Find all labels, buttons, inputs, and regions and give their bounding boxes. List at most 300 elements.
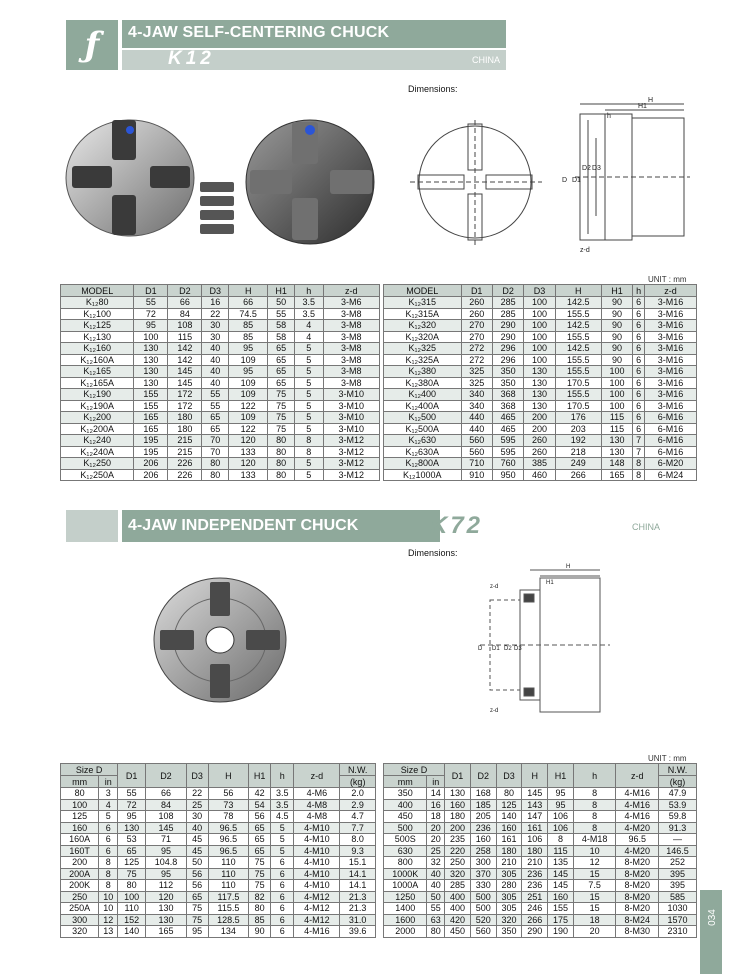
table-row	[61, 331, 380, 343]
table-cell: 25	[427, 845, 445, 857]
table-cell: 4.5	[271, 811, 294, 823]
table-cell: 58	[268, 331, 295, 343]
dimensions-label: Dimensions:	[408, 548, 458, 558]
table-cell: K₁₂320	[384, 320, 462, 332]
table-cell: 155	[134, 389, 168, 401]
table-cell: K₁₂125	[61, 320, 134, 332]
table-cell: 95	[229, 366, 268, 378]
table-cell: K₁₂800A	[384, 458, 462, 470]
table-cell: 7	[633, 435, 645, 447]
table-cell: K₁₂380	[384, 366, 462, 378]
table-cell: 95	[134, 320, 168, 332]
table-cell: 8	[99, 857, 118, 869]
table-cell: 70	[202, 446, 229, 458]
table-cell: 14.1	[340, 868, 376, 880]
table-cell: K₁₂165A	[61, 377, 134, 389]
table-row	[61, 903, 376, 915]
table-row	[61, 788, 376, 800]
table-cell: 368	[492, 389, 523, 401]
table-cell: 65	[202, 423, 229, 435]
table-cell: 40	[202, 377, 229, 389]
table-cell: 25	[186, 799, 208, 811]
table-cell: 3-M8	[323, 343, 379, 355]
table-cell: 130	[524, 377, 555, 389]
table-cell: 168	[470, 788, 496, 800]
table-header-cell: z-d	[616, 764, 659, 788]
drawing-label: D	[478, 646, 483, 652]
table-cell: 31.0	[340, 914, 376, 926]
table-cell: 8-M20	[616, 891, 659, 903]
table-cell: 95	[146, 845, 187, 857]
table-cell: 130	[524, 389, 555, 401]
table-cell: 70	[202, 435, 229, 447]
table-cell: 21.3	[340, 891, 376, 903]
table-cell: 4-M10	[294, 857, 340, 869]
table-cell: 134	[208, 926, 249, 938]
table-row	[61, 354, 380, 366]
table-cell: 400	[445, 903, 471, 915]
table-cell: 4-M12	[294, 903, 340, 915]
table-header-cell: mm	[61, 776, 99, 788]
table-cell: 4.7	[340, 811, 376, 823]
table-cell: 95	[186, 926, 208, 938]
table-row	[61, 926, 376, 938]
drawing-label: h	[607, 113, 611, 120]
table-cell: 148	[601, 458, 632, 470]
table-cell: 2.9	[340, 799, 376, 811]
table-row	[384, 788, 697, 800]
table-cell: 30	[202, 320, 229, 332]
table-cell: 45	[186, 834, 208, 846]
table-cell: 420	[445, 914, 471, 926]
table-cell: 18	[427, 811, 445, 823]
table-row	[61, 811, 376, 823]
table-cell: 90	[601, 297, 632, 309]
table-header-cell: in	[427, 776, 445, 788]
table-cell: 290	[492, 331, 523, 343]
table-header-cell: h	[633, 285, 645, 297]
table-row	[384, 412, 697, 424]
table-cell: 72	[134, 308, 168, 320]
table-cell: 266	[555, 469, 601, 481]
table-row	[384, 914, 697, 926]
table-cell: 3-M16	[645, 297, 697, 309]
table-cell: 55	[202, 389, 229, 401]
table-cell: 9.3	[340, 845, 376, 857]
table-cell: 5	[294, 377, 323, 389]
table-cell: 165	[146, 926, 187, 938]
header-block	[66, 510, 118, 542]
table-row	[61, 343, 380, 355]
table-cell: 90	[601, 320, 632, 332]
table-cell: 200	[524, 412, 555, 424]
table-cell: 6	[271, 926, 294, 938]
table-row	[384, 354, 697, 366]
table-cell: 100	[118, 891, 146, 903]
table-cell: 40	[202, 366, 229, 378]
table-cell: 3-M16	[645, 366, 697, 378]
table-cell: 55	[134, 297, 168, 309]
table-cell: 170.5	[555, 400, 601, 412]
page-number-tab	[700, 890, 722, 974]
table-cell: 128.5	[208, 914, 249, 926]
table-cell: 12	[99, 914, 118, 926]
table-cell: 200A	[61, 868, 99, 880]
table-cell: 161	[522, 822, 548, 834]
table-header-row	[384, 285, 697, 297]
table-cell: 3.5	[294, 297, 323, 309]
table-cell: 110	[118, 903, 146, 915]
spec-table-k72-left	[60, 763, 376, 938]
table-header-cell: h	[294, 285, 323, 297]
table-cell: 1600	[384, 914, 427, 926]
table-cell: 75	[186, 903, 208, 915]
table-cell: 500	[384, 822, 427, 834]
table-cell: 30	[186, 811, 208, 823]
table-row	[384, 469, 697, 481]
table-cell: 6	[271, 868, 294, 880]
table-row	[61, 469, 380, 481]
table-cell: 130	[146, 903, 187, 915]
table-cell: 140	[118, 926, 146, 938]
table-cell: 1000K	[384, 868, 427, 880]
table-cell: K₁₂325	[384, 343, 462, 355]
table-cell: 226	[168, 458, 202, 470]
table-cell: 320	[61, 926, 99, 938]
dimension-drawing-k72	[470, 560, 620, 720]
table-cell: 45	[186, 845, 208, 857]
table-cell: 155.5	[555, 308, 601, 320]
table-row	[61, 389, 380, 401]
table-cell: 560	[470, 926, 496, 938]
table-header-cell: H	[522, 764, 548, 788]
table-cell: 3-M8	[323, 366, 379, 378]
table-cell: 950	[492, 469, 523, 481]
table-row	[384, 868, 697, 880]
table-cell: 95	[548, 799, 574, 811]
table-cell: 320	[496, 914, 522, 926]
table-cell: 145	[548, 880, 574, 892]
product-photo-k72	[140, 570, 300, 710]
table-row	[61, 446, 380, 458]
table-cell: K₁₂240	[61, 435, 134, 447]
table-cell: 161	[496, 834, 522, 846]
table-cell: 32	[427, 857, 445, 869]
table-cell: 320	[445, 868, 471, 880]
table-cell: 108	[168, 320, 202, 332]
table-cell: 172	[168, 389, 202, 401]
table-cell: 5	[271, 822, 294, 834]
table-cell: 155.5	[555, 331, 601, 343]
table-cell: 50	[427, 891, 445, 903]
table-cell: 100	[601, 400, 632, 412]
table-cell: 260	[524, 446, 555, 458]
table-cell: 465	[492, 412, 523, 424]
table-header-cell: h	[573, 764, 616, 788]
table-cell: 195	[134, 435, 168, 447]
table-cell: 6	[633, 308, 645, 320]
table-cell: 350	[492, 377, 523, 389]
table-cell: K₁₂500	[384, 412, 462, 424]
table-cell: 325	[461, 377, 492, 389]
table-cell: 85	[229, 320, 268, 332]
table-cell: 66	[229, 297, 268, 309]
table-cell: 130	[601, 435, 632, 447]
table-cell: 200	[61, 857, 99, 869]
table-cell: 560	[461, 446, 492, 458]
table-cell: 80	[61, 788, 99, 800]
table-cell: 165	[601, 469, 632, 481]
table-cell: 22	[186, 788, 208, 800]
table-row	[61, 423, 380, 435]
table-cell: 122	[229, 423, 268, 435]
table-cell: 251	[522, 891, 548, 903]
table-cell: 395	[659, 868, 697, 880]
table-cell: 6	[633, 389, 645, 401]
table-cell: 8	[573, 799, 616, 811]
table-cell: 65	[186, 891, 208, 903]
table-cell: 109	[229, 377, 268, 389]
table-cell: 6	[633, 320, 645, 332]
table-cell: 115	[168, 331, 202, 343]
table-cell: 75	[268, 389, 295, 401]
table-cell: 200K	[61, 880, 99, 892]
drawing-label: H	[566, 564, 571, 570]
table-row	[384, 799, 697, 811]
table-cell: 2000	[384, 926, 427, 938]
table-cell: 305	[496, 903, 522, 915]
table-cell: 100	[601, 366, 632, 378]
table-header-cell: h	[271, 764, 294, 788]
table-cell: 3-M16	[645, 377, 697, 389]
table-cell: 5	[99, 811, 118, 823]
table-header-cell: in	[99, 776, 118, 788]
table-cell: K₁₂325A	[384, 354, 462, 366]
table-header-row	[384, 764, 697, 776]
table-cell: 115.5	[208, 903, 249, 915]
table-cell: 270	[461, 331, 492, 343]
table-row	[384, 811, 697, 823]
table-header-cell: D2	[168, 285, 202, 297]
table-cell: 133	[229, 469, 268, 481]
table-row	[384, 446, 697, 458]
table-cell: 40	[202, 343, 229, 355]
table-header-cell: z-d	[323, 285, 379, 297]
table-cell: K₁₂630A	[384, 446, 462, 458]
table-cell: 143	[522, 799, 548, 811]
table-cell: 120	[229, 458, 268, 470]
table-cell: 218	[555, 446, 601, 458]
table-cell: 39.6	[340, 926, 376, 938]
table-cell: 4-M20	[616, 822, 659, 834]
table-cell: 75	[249, 880, 271, 892]
table-cell: 155.5	[555, 389, 601, 401]
table-cell: 96.5	[616, 834, 659, 846]
model-code: K72	[430, 512, 484, 539]
table-row	[61, 308, 380, 320]
table-cell: 165	[134, 412, 168, 424]
table-cell: 65	[268, 366, 295, 378]
drawing-label: z-d	[580, 247, 590, 254]
table-cell: 65	[202, 412, 229, 424]
table-row	[61, 914, 376, 926]
table-cell: 6-M16	[645, 435, 697, 447]
table-header-cell: D3	[202, 285, 229, 297]
table-header-cell: D3	[496, 764, 522, 788]
table-cell: 1400	[384, 903, 427, 915]
table-cell: 3.5	[271, 788, 294, 800]
table-cell: 260	[524, 435, 555, 447]
table-cell: 4-M16	[616, 799, 659, 811]
table-cell: 4	[99, 799, 118, 811]
table-cell: 100	[601, 377, 632, 389]
table-cell: 73	[208, 799, 249, 811]
table-cell: 80	[202, 469, 229, 481]
table-cell: 4-M16	[294, 926, 340, 938]
table-cell: 8	[573, 811, 616, 823]
section-title: 4-JAW INDEPENDENT CHUCK	[128, 517, 359, 534]
table-row	[384, 297, 697, 309]
table-cell: 117.5	[208, 891, 249, 903]
table-cell: 296	[492, 354, 523, 366]
table-header-cell: D3	[186, 764, 208, 788]
table-header-cell: D1	[118, 764, 146, 788]
table-row	[384, 320, 697, 332]
drawing-label: z-d	[490, 584, 499, 590]
table-cell: 130	[118, 822, 146, 834]
table-cell: 50	[268, 297, 295, 309]
table-cell: 95	[229, 343, 268, 355]
drawing-label: H1	[546, 580, 554, 586]
table-cell: 30	[202, 331, 229, 343]
section-header-k12	[66, 20, 506, 70]
table-cell: 75	[249, 868, 271, 880]
table-cell: K₁₂165	[61, 366, 134, 378]
table-cell: 130	[146, 914, 187, 926]
table-cell: 145	[146, 822, 187, 834]
table-row	[384, 308, 697, 320]
table-cell: 40	[427, 868, 445, 880]
table-cell: 10	[99, 891, 118, 903]
table-cell: 75	[268, 423, 295, 435]
table-cell: 3.5	[294, 308, 323, 320]
table-cell: 130	[524, 366, 555, 378]
table-cell: 115	[601, 412, 632, 424]
drawing-label: H	[648, 97, 654, 104]
table-cell: 260	[461, 308, 492, 320]
table-row	[384, 903, 697, 915]
table-cell: 236	[522, 868, 548, 880]
table-cell: 4-M16	[616, 811, 659, 823]
table-cell: 340	[461, 400, 492, 412]
table-cell: 90	[601, 331, 632, 343]
table-cell: 235	[445, 834, 471, 846]
table-cell: 5	[294, 354, 323, 366]
table-cell: 7	[633, 446, 645, 458]
table-cell: K₁₂100	[61, 308, 134, 320]
table-cell: K₁₂190A	[61, 400, 134, 412]
table-cell: 80	[268, 458, 295, 470]
table-cell: 3.5	[271, 799, 294, 811]
table-cell: 21.3	[340, 903, 376, 915]
table-cell: 6	[99, 845, 118, 857]
table-cell: 90	[601, 354, 632, 366]
table-cell: 160	[496, 822, 522, 834]
table-cell: 65	[249, 834, 271, 846]
table-cell: 5	[271, 845, 294, 857]
table-row	[384, 822, 697, 834]
table-cell: 80	[268, 469, 295, 481]
table-cell: 110	[208, 857, 249, 869]
table-cell: 155	[134, 400, 168, 412]
table-cell: 130	[134, 366, 168, 378]
table-cell: 250A	[61, 903, 99, 915]
table-cell: 350	[384, 788, 427, 800]
table-cell: 450	[445, 926, 471, 938]
table-cell: 160A	[61, 834, 99, 846]
table-cell: 75	[268, 400, 295, 412]
title-bar	[122, 20, 506, 48]
table-cell: 595	[492, 435, 523, 447]
table-cell: 3-M16	[645, 320, 697, 332]
table-cell: 22	[202, 308, 229, 320]
table-cell: 145	[168, 377, 202, 389]
code-band	[122, 50, 506, 70]
table-cell: 90	[249, 926, 271, 938]
table-cell: 160	[548, 891, 574, 903]
table-cell: 450	[384, 811, 427, 823]
table-cell: K₁₂400A	[384, 400, 462, 412]
table-cell: 75	[249, 857, 271, 869]
table-row	[61, 400, 380, 412]
table-row	[61, 377, 380, 389]
table-row	[384, 400, 697, 412]
table-header-row	[61, 764, 376, 776]
table-cell: 106	[522, 834, 548, 846]
table-cell: 12	[573, 857, 616, 869]
table-header-cell: H	[208, 764, 249, 788]
table-cell: 145	[168, 366, 202, 378]
table-cell: 75	[186, 914, 208, 926]
country-label: CHINA	[632, 522, 661, 532]
table-cell: K₁₂240A	[61, 446, 134, 458]
table-cell: 65	[268, 343, 295, 355]
table-cell: 85	[229, 331, 268, 343]
table-cell: 122	[229, 400, 268, 412]
table-cell: K₁₂200	[61, 412, 134, 424]
table-cell: 6-M20	[645, 458, 697, 470]
table-cell: 130	[524, 400, 555, 412]
table-cell: 8-M20	[616, 880, 659, 892]
table-cell: 400	[445, 891, 471, 903]
table-cell: 80	[202, 458, 229, 470]
table-header-cell: Size D	[384, 764, 445, 776]
table-cell: 272	[461, 343, 492, 355]
table-cell: 96.5	[208, 822, 249, 834]
table-cell: 8-M20	[616, 857, 659, 869]
table-cell: 200	[445, 822, 471, 834]
table-cell: 40	[427, 880, 445, 892]
table-cell: K₁₂500A	[384, 423, 462, 435]
table-cell: 3-M8	[323, 320, 379, 332]
table-row	[61, 320, 380, 332]
spec-table-k72-right	[383, 763, 697, 938]
table-header-cell: z-d	[294, 764, 340, 788]
table-row	[384, 845, 697, 857]
table-cell: 106	[548, 822, 574, 834]
table-cell: 160T	[61, 845, 99, 857]
table-cell: 6	[271, 880, 294, 892]
